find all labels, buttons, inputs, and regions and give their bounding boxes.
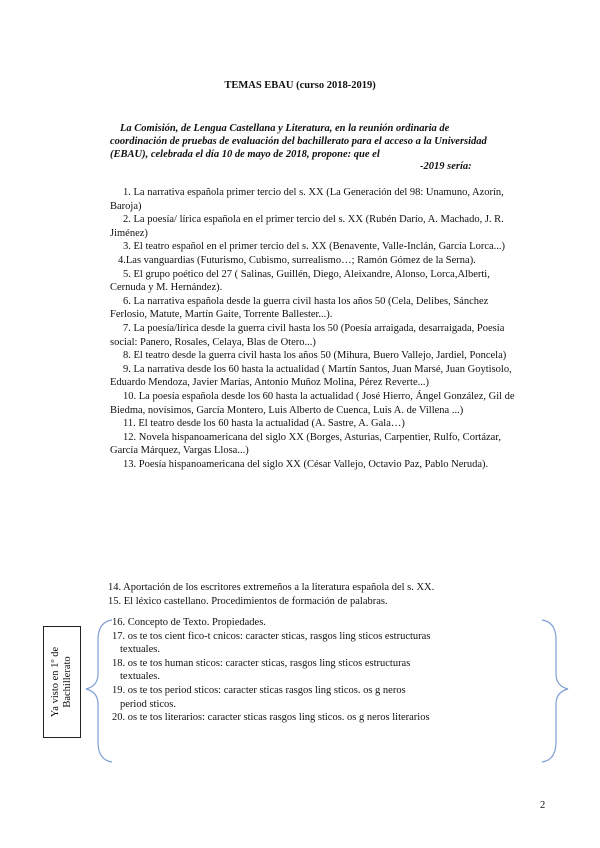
topic-item-14: 14. Aportación de los escritores extremeños a la literatura española del s. XX.	[108, 582, 435, 593]
left-brace-icon	[86, 620, 112, 762]
topic-item-9: 9. La narrativa desde los 60 hasta la actualidad ( Martín Santos, Juan Marsé, Juan Goytisolo, Eduardo Mendoza, Javier Marías, Antonio Muñoz Molina, Pérez Reverte...)	[110, 363, 512, 389]
seen-label-line-2: Bachillerato	[62, 656, 73, 708]
topic-item-7: 7. La poesía/lírica desde la guerra civil hasta los 50 (Poesía arraigada, desarraigada, Poesía social: Panero, Rosales, Celaya, Blas de Otero...)	[110, 322, 505, 348]
seen-label-line-1: Ya visto en 1º de	[50, 646, 61, 718]
topic-item-1: 1. La narrativa española primer tercio del s. XX (La Generación del 98: Unamuno, Azorín, Baroja)	[110, 187, 504, 212]
topic-item-2: 2. La poesía/ lírica española en el primer tercio del s. XX (Rubén Darío, A. Machado, J. R. Jiménez)	[110, 214, 504, 239]
topic-item-18-cont: textuales.	[120, 671, 160, 683]
seen-topics	[112, 616, 532, 725]
topic-item-18: 18. os te tos human sticos: caracter sticas, rasgos ling sticos estructuras	[112, 657, 411, 669]
topic-item-5: 5. El grupo poético del 27 ( Salinas, Guillén, Diego, Aleixandre, Alonso, Lorca,Alberti, Cernuda y M. Hernández).	[110, 268, 490, 294]
topic-item-10: 10. La poesía española desde los 60 hasta la actualidad ( José Hierro, Ángel González, Gil de Biedma, novísimos, García Montero, Luis Alberto de Cuenca, Luis A. de Villena ...)	[110, 390, 515, 416]
intro-line-4: -2019 sería:	[420, 161, 472, 172]
topic-item-11: 11. El teatro desde los 60 hasta la actualidad (A. Sastre, A. Gala…)	[123, 418, 405, 430]
intro-line-2: coordinación de pruebas de evaluación del bachillerato para el acceso a la Universidad	[110, 136, 487, 147]
page-title: TEMAS EBAU (curso 2018-2019)	[224, 80, 376, 91]
topic-item-16: 16. Concepto de Texto. Propiedades.	[112, 617, 266, 628]
topic-item-3: 3. El teatro español en el primer tercio del s. XX (Benavente, Valle-Inclán, García Lorca...)	[123, 241, 506, 253]
topic-item-8: 8. El teatro desde la guerra civil hasta los años 50 (Mihura, Buero Vallejo, Jardiel, Poncela)	[123, 350, 507, 362]
topic-item-17-cont: textuales.	[120, 644, 160, 656]
topic-item-13: 13. Poesía hispanoamericana del siglo XX (César Vallejo, Octavio Paz, Pablo Neruda).	[123, 458, 489, 470]
topic-item-6: 6. La narrativa española desde la guerra civil hasta los años 50 (Cela, Delibes, Sánchez Ferlosio, Matute, Martín Gaite, Torrente Ballester...).	[110, 295, 489, 321]
topic-item-19: 19. os te tos period sticos: caracter sticas rasgos ling sticos. os g neros	[112, 684, 406, 696]
topic-item-19-cont: period sticos.	[120, 698, 176, 710]
page-number: 2	[540, 800, 546, 811]
topic-item-17: 17. os te tos cient fico-t cnicos: caracter sticas, rasgos ling sticos estructuras	[112, 630, 431, 642]
intro-line-1: La Comisión, de Lengua Castellana y Literatura, en la reunión ordinaria de	[120, 123, 450, 134]
topic-item-4: 4.Las vanguardias (Futurismo, Cubismo, surrealismo…; Ramón Gómez de la Serna).	[118, 254, 476, 266]
topic-item-20: 20. os te tos literarios: caracter sticas rasgos ling sticos. os g neros literarios	[112, 712, 430, 724]
topic-item-12: 12. Novela hispanoamericana del siglo XX (Borges, Asturias, Carpentier, Rulfo, Cortázar, García Márquez, Vargas Llosa...)	[110, 431, 502, 457]
right-brace-icon	[542, 620, 568, 762]
intro-line-3: (EBAU), celebrada el día 10 de mayo de 2018, propone: que el	[110, 149, 380, 160]
topic-item-15: 15. El léxico castellano. Procedimientos de formación de palabras.	[108, 595, 388, 607]
